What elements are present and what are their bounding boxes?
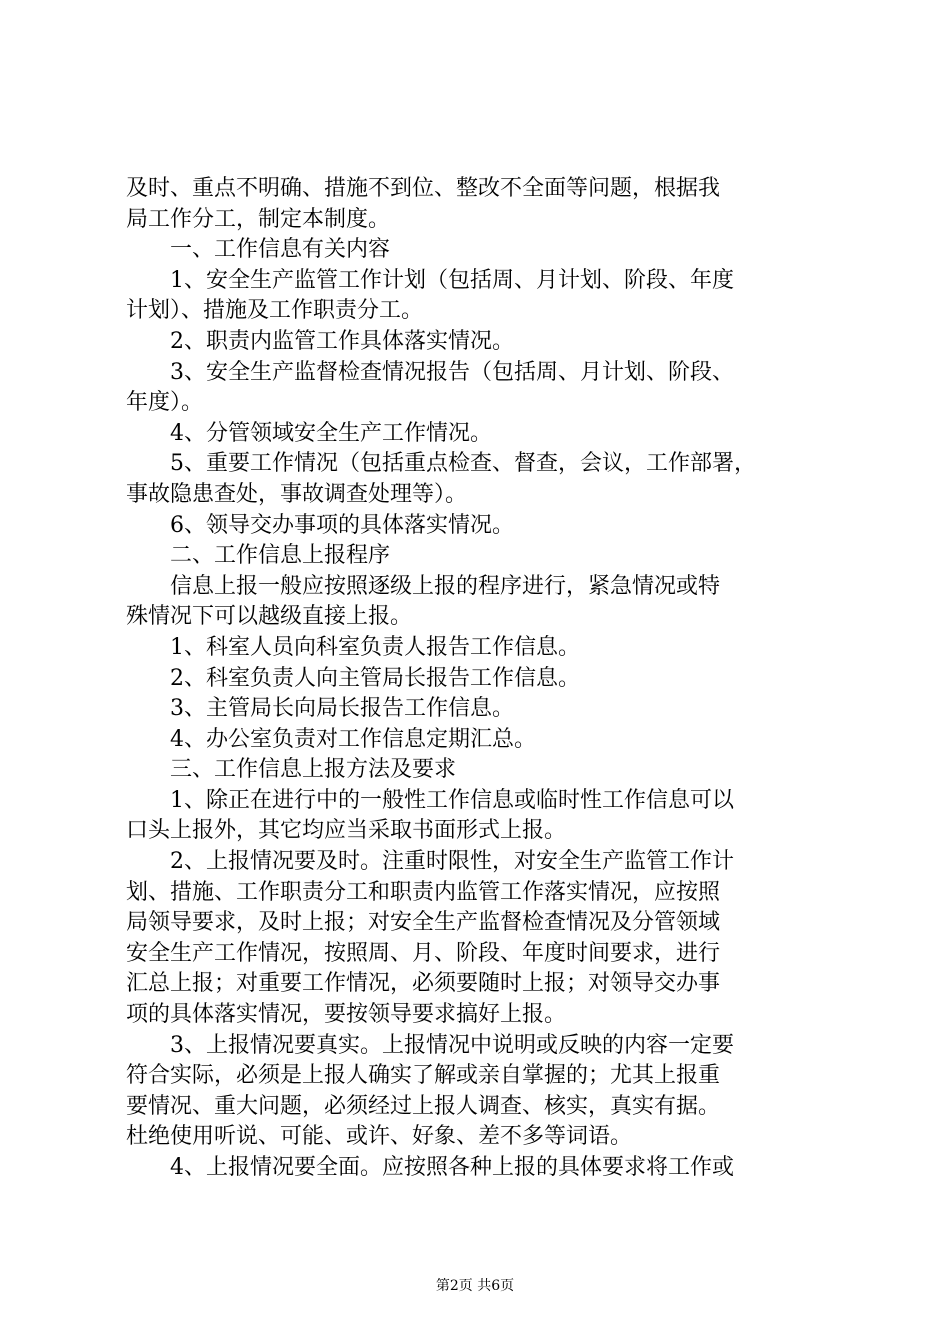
text-line: 要情况、重大问题，必须经过上报人调查、核实，真实有据。 — [126, 1093, 721, 1119]
text-line: 年度）。 — [126, 390, 204, 416]
text-line: 信息上报一般应按照逐级上报的程序进行，紧急情况或特 — [126, 573, 721, 599]
text-line: 及时、重点不明确、措施不到位、整改不全面等问题，根据我 — [126, 176, 721, 201]
text-line: 2、科室负责人向主管局长报告工作信息。 — [126, 665, 580, 691]
text-line: 5、重要工作情况（包括重点检查、督查，会议，工作部署， — [126, 451, 756, 477]
text-line: 殊情况下可以越级直接上报。 — [126, 604, 413, 630]
text-line: 事故隐患查处，事故调查处理等）。 — [126, 481, 468, 507]
text-line: 2、职责内监管工作具体落实情况。 — [126, 328, 514, 354]
text-line: 项的具体落实情况，要按领导要求搞好上报。 — [126, 1002, 567, 1028]
text-line: 2、上报情况要及时。注重时限性，对安全生产监管工作计 — [126, 849, 734, 875]
text-line: 4、分管领域安全生产工作情况。 — [126, 420, 492, 446]
text-line: 4、上报情况要全面。应按照各种上报的具体要求将工作或 — [126, 1155, 734, 1180]
text-line: 安全生产工作情况，按照周、月、阶段、年度时间要求，进行 — [126, 940, 721, 966]
text-line: 1、科室人员向科室负责人报告工作信息。 — [126, 634, 580, 660]
text-line: 3、上报情况要真实。上报情况中说明或反映的内容一定要 — [126, 1032, 734, 1058]
page-footer: 第2页 共6页 — [435, 1278, 515, 1294]
text-line: 局领导要求，及时上报；对安全生产监督检查情况及分管领域 — [126, 910, 721, 936]
text-line: 1、安全生产监管工作计划（包括周、月计划、阶段、年度 — [126, 267, 734, 293]
text-line: 二、工作信息上报程序 — [126, 543, 391, 569]
text-line: 3、安全生产监督检查情况报告（包括周、月计划、阶段、 — [126, 359, 734, 385]
text-line: 6、领导交办事项的具体落实情况。 — [126, 512, 514, 538]
text-line: 口头上报外，其它均应当采取书面形式上报。 — [126, 818, 567, 844]
text-line: 局工作分工，制定本制度。 — [126, 206, 391, 232]
text-line: 汇总上报；对重要工作情况，必须要随时上报；对领导交办事 — [126, 971, 721, 997]
text-line: 符合实际，必须是上报人确实了解或亲自掌握的；尤其上报重 — [126, 1063, 721, 1089]
text-line: 1、除正在进行中的一般性工作信息或临时性工作信息可以 — [126, 787, 734, 813]
text-line: 划、措施、工作职责分工和职责内监管工作落实情况，应按照 — [126, 879, 721, 905]
document-body — [126, 174, 830, 1184]
text-line: 杜绝使用听说、可能、或许、好象、差不多等词语。 — [126, 1124, 633, 1150]
text-line: 4、办公室负责对工作信息定期汇总。 — [126, 726, 536, 752]
text-line: 计划）、措施及工作职责分工。 — [126, 298, 424, 324]
text-line: 一、工作信息有关内容 — [126, 237, 391, 263]
text-line: 三、工作信息上报方法及要求 — [126, 757, 457, 783]
text-line: 3、主管局长向局长报告工作信息。 — [126, 696, 514, 722]
